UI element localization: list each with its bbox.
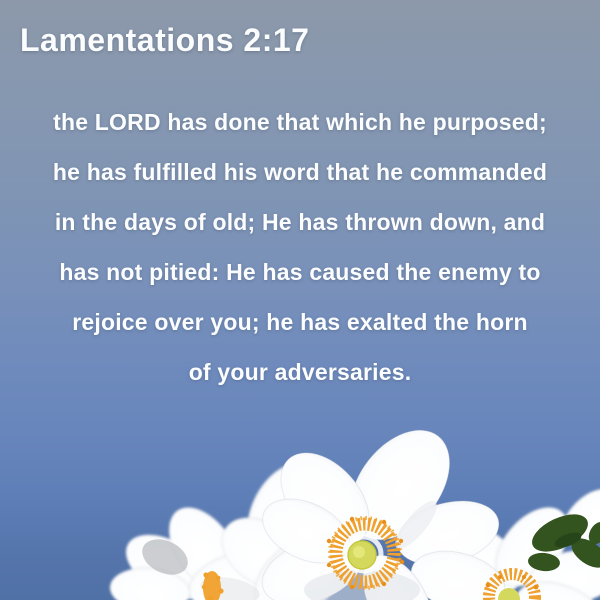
verse-text-block: [0, 97, 600, 397]
verse-line-6: of your adversaries.: [188, 359, 412, 385]
anemone-flowers-photo: [0, 385, 600, 600]
verse-line-4: has not pitied: He has caused the enemy to: [59, 259, 541, 285]
verse-line-3: in the days of old; He has thrown down, and: [54, 209, 546, 235]
verse-line-2: he has fulfilled his word that he commanded: [52, 159, 548, 185]
verse-line-5: rejoice over you; he has exalted the horn: [72, 309, 528, 335]
verse-reference-title: Lamentations 2:17: [20, 22, 310, 58]
verse-line-1: the LORD has done that which he purposed;: [53, 109, 547, 135]
